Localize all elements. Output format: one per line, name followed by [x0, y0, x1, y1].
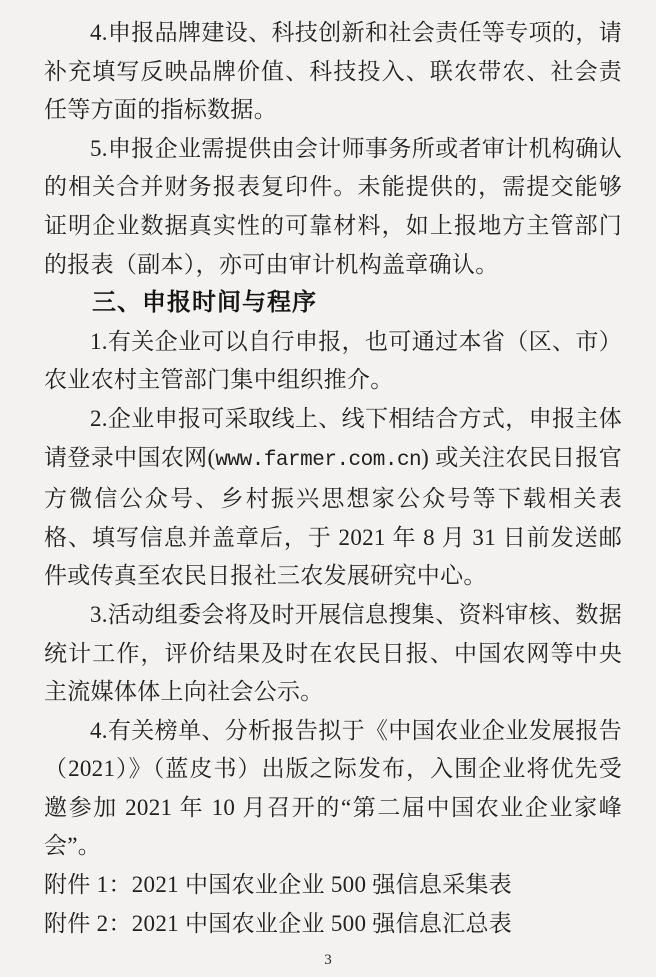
- attachment-line-1: 附件 1：2021 中国农业企业 500 强信息采集表: [44, 872, 513, 898]
- paragraph-text-after-url: ) 或关注农民日报官方微信公众号、乡村振兴思想家公众号等下载相关表格、填写信息并盖章后，于 2021 年 8 月 31 日前发送邮件或传真至农民日报社三农发展研究中心。: [44, 444, 622, 589]
- paragraph-section2-item4: 4.申报品牌建设、科技创新和社会责任等专项的，请补充填写反映品牌价值、科技投入、联农带农、社会责任等方面的指标数据。: [44, 20, 622, 123]
- paragraph-section3-item4: 4.有关榜单、分析报告拟于《中国农业企业发展报告（2021）》（蓝皮书）出版之际发布，入围企业将优先受邀参加 2021 年 10 月召开的“第二届中国农业企业家峰会”。: [44, 717, 622, 859]
- website-url-text: www.farmer.com.cn: [215, 448, 422, 472]
- document-body: [44, 14, 622, 943]
- section-heading-application-time-procedure: 三、申报时间与程序: [92, 289, 317, 317]
- paragraph-section3-item3: 3.活动组委会将及时开展信息搜集、资料审核、数据统计工作，评价结果及时在农民日报、中国农网等中央主流媒体体上向社会公示。: [44, 601, 622, 705]
- paragraph-section3-item1: 1.有关企业可以自行申报，也可通过本省（区、市）农业农村主管部门集中组织推介。: [44, 328, 622, 393]
- page-number: 3: [324, 952, 332, 968]
- paragraph-section3-item2: [44, 400, 622, 596]
- paragraph-section2-item5: 5.申报企业需提供由会计师事务所或者审计机构确认的相关合并财务报表复印件。未能提供的，需提交能够证明企业数据真实性的可靠材料，如上报地方主管部门的报表（副本），亦可由审计机构盖章确认。: [44, 135, 622, 277]
- paragraph-text-before-url: 2.企业申报可采取线上、线下相结合方式，申报主体请登录中国农网(: [44, 405, 622, 470]
- attachment-line-2: 附件 2：2021 中国农业企业 500 强信息汇总表: [44, 910, 513, 936]
